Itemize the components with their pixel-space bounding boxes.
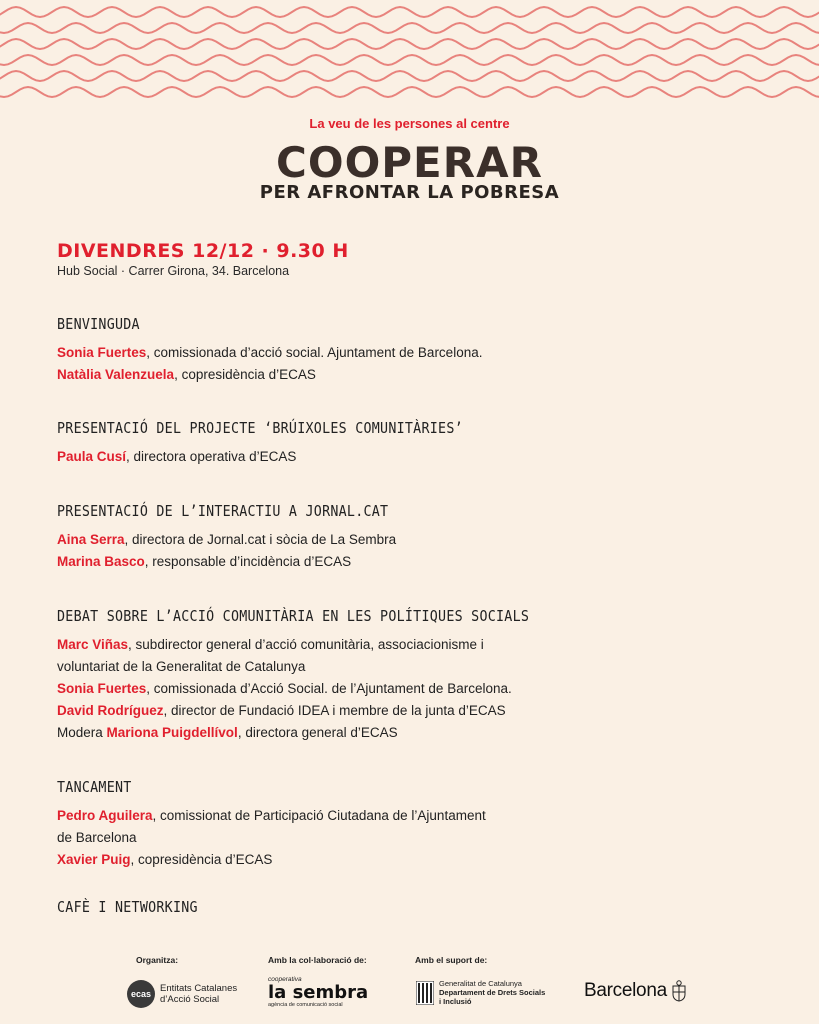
speaker-line: Marina Basco, responsable d’incidència d’ECAS (57, 554, 352, 569)
wave-pattern (0, 0, 819, 105)
sembra-name: la sembra (268, 982, 369, 1003)
speaker-line: Sonia Fuertes, comissionada d’Acció Social. de l’Ajuntament de Barcelona. (57, 681, 512, 696)
event-venue: Hub Social · Carrer Girona, 34. Barcelona (57, 264, 290, 278)
speaker-line: Natàlia Valenzuela, copresidència d’ECAS (57, 367, 316, 382)
ecas-line2: d’Acció Social (160, 994, 220, 1005)
speaker-line: Modera Mariona Puigdellívol, directora general d’ECAS (57, 725, 398, 740)
speaker-line: Marc Viñas, subdirector general d’acció comunitària, associacionisme i (57, 637, 484, 652)
speaker-line: Sonia Fuertes, comissionada d’acció social. Ajuntament de Barcelona. (57, 345, 483, 360)
speaker-line: de Barcelona (57, 830, 137, 845)
section-tancament (57, 778, 617, 871)
barcelona-logo (584, 980, 687, 1002)
speaker-line: Aina Serra, directora de Jornal.cat i sòcia de La Sembra (57, 532, 397, 547)
support-label: Amb el suport de: (415, 955, 488, 965)
section-title: TANCAMENT (57, 778, 132, 796)
tagline: La veu de les persones al centre (309, 116, 510, 131)
generalitat-logo (416, 979, 545, 1006)
barcelona-shield-icon (671, 980, 687, 1002)
collab-label: Amb la col·laboració de: (268, 955, 367, 965)
generalitat-senyera-icon (416, 981, 434, 1005)
sembra-tag: agència de comunicació social (268, 1002, 343, 1008)
organitza-label: Organitza: (136, 955, 179, 965)
speaker-line: voluntariat de la Generalitat de Catalunya (57, 659, 306, 674)
wave-line (0, 55, 819, 65)
ecas-line1: Entitats Catalanes (160, 983, 238, 994)
la-sembra-logo (268, 976, 368, 1009)
section-title: CAFÈ I NETWORKING (57, 898, 198, 916)
speaker-line: Xavier Puig, copresidència d’ECAS (57, 852, 273, 867)
speaker-line: David Rodríguez, director de Fundació IDEA i membre de la junta d’ECAS (57, 703, 506, 718)
section-title: PRESENTACIÓ DE L’INTERACTIU A JORNAL.CAT (57, 502, 389, 520)
speaker-line: Pedro Aguilera, comissionat de Participació Ciutadana de l’Ajuntament (57, 808, 486, 823)
section-title: DEBAT SOBRE L’ACCIÓ COMUNITÀRIA EN LES POLÍTIQUES SOCIALS (57, 607, 530, 625)
ecas-logo (127, 980, 237, 1008)
event-date: DIVENDRES 12/12 · 9.30 H (57, 240, 349, 262)
wave-line (0, 7, 819, 17)
speaker-line: Paula Cusí, directora operativa d’ECAS (57, 449, 297, 464)
barcelona-text: Barcelona (584, 980, 667, 1001)
page-subtitle: PER AFRONTAR LA POBRESA (259, 182, 560, 203)
section-cafe (57, 898, 617, 925)
section-projecte (57, 419, 617, 468)
wave-line (0, 23, 819, 33)
gen-line3: i Inclusió (439, 997, 472, 1006)
gen-line2: Departament de Drets Socials (439, 988, 546, 997)
sembra-small: cooperativa (268, 976, 302, 983)
page-title: COOPERAR (276, 138, 543, 187)
wave-line (0, 39, 819, 49)
section-title: BENVINGUDA (57, 315, 140, 333)
section-title: PRESENTACIÓ DEL PROJECTE ‘BRÚIXOLES COMUNITÀRIES’ (57, 419, 463, 437)
section-benvinguda (57, 315, 617, 386)
wave-line (0, 71, 819, 81)
gen-line1: Generalitat de Catalunya (439, 979, 522, 988)
wave-line (0, 87, 819, 97)
section-debat (57, 607, 617, 744)
section-interactiu (57, 502, 617, 573)
ecas-mark-icon: ecas (127, 980, 155, 1008)
